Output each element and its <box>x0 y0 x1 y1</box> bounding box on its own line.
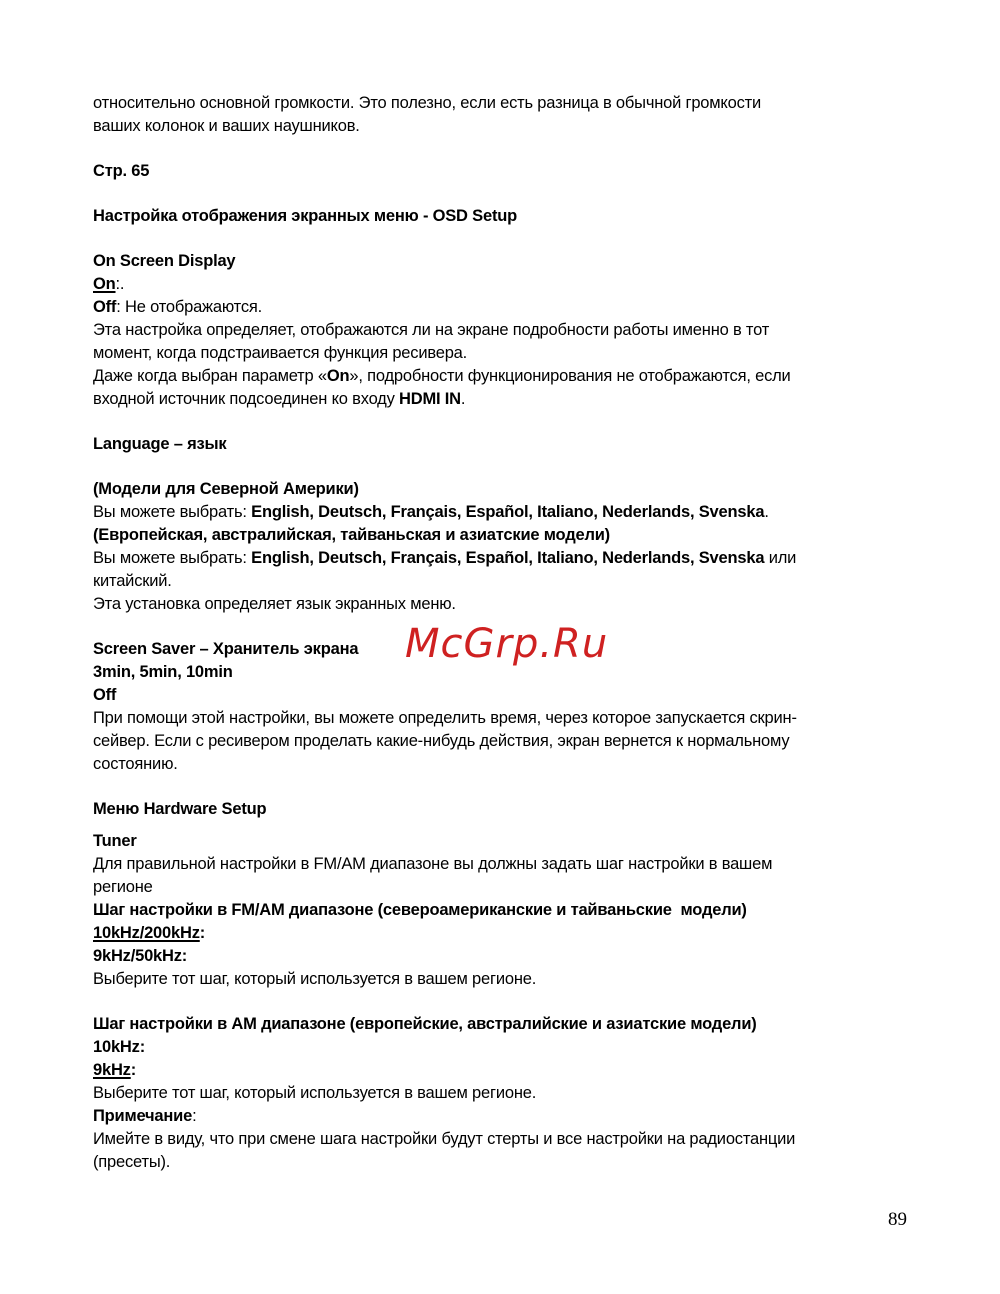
text-run: или <box>764 549 797 567</box>
screen-saver-section <box>93 621 907 776</box>
page-ref-heading <box>93 160 907 183</box>
text-line <box>93 160 907 183</box>
text-line <box>93 968 907 991</box>
text-line <box>93 433 907 456</box>
text-line <box>93 547 907 570</box>
text-line <box>93 684 907 707</box>
text-run: : <box>199 924 206 942</box>
page-footer <box>93 1208 907 1231</box>
text-run: (Модели для Северной Америки) <box>93 480 359 498</box>
text-line <box>93 830 907 853</box>
text-line <box>93 388 907 411</box>
text-line <box>93 115 907 138</box>
osd-setup-heading <box>93 205 907 228</box>
text-line <box>93 92 907 115</box>
text-line <box>93 1036 907 1059</box>
text-line <box>93 753 907 776</box>
language-section <box>93 478 907 616</box>
hardware-setup-heading <box>93 798 907 821</box>
text-run: On <box>93 275 116 293</box>
text-run: Даже когда выбран параметр « <box>93 367 327 385</box>
text-run: 9kHz/50kHz: <box>93 947 188 965</box>
text-run: Стр. 65 <box>93 162 150 180</box>
text-run: Language – язык <box>93 435 227 453</box>
intro-paragraph <box>93 92 907 138</box>
text-line <box>93 1059 907 1082</box>
text-line <box>93 342 907 365</box>
text-run: Имейте в виду, что при смене шага настройки будут стерты и все настройки на радиостанции <box>93 1130 796 1148</box>
text-line <box>93 621 907 667</box>
text-run: Шаг настройки в АМ диапазоне (европейские, австралийские и азиатские модели) <box>93 1015 757 1033</box>
text-run: входной источник подсоединен ко входу <box>93 390 400 408</box>
text-run: Off <box>93 298 117 316</box>
text-run: Выберите тот шаг, который используется в вашем регионе. <box>93 1084 537 1102</box>
text-run: момент, когда подстраивается функция ресивера. <box>93 344 468 362</box>
text-run: Off <box>93 686 117 704</box>
am-tuning-section <box>93 1013 907 1174</box>
text-run: состоянию. <box>93 755 178 773</box>
text-line <box>93 319 907 342</box>
document-body <box>93 92 907 1174</box>
page-number: 89 <box>888 1209 907 1230</box>
text-run: Вы можете выбрать: <box>93 503 252 521</box>
text-line <box>93 501 907 524</box>
text-run: . <box>764 503 769 521</box>
on-screen-display-section <box>93 250 907 411</box>
tuner-section <box>93 830 907 991</box>
text-run: регионе <box>93 878 153 896</box>
text-line <box>93 1151 907 1174</box>
text-run: Настройка отображения экранных меню - OSD Setup <box>93 207 517 225</box>
text-line <box>93 853 907 876</box>
text-run: Screen Saver – Хранитель экрана <box>93 640 359 658</box>
text-line <box>93 524 907 547</box>
text-run: При помощи этой настройки, вы можете определить время, через которое запускается скрин- <box>93 709 797 727</box>
text-run: Меню Hardware Setup <box>93 800 267 818</box>
text-line <box>93 593 907 616</box>
text-run: Эта настройка определяет, отображаются ли на экране подробности работы именно в тот <box>93 321 770 339</box>
text-run: English, Deutsch, Français, Español, Italiano, Nederlands, Svenska <box>251 549 765 567</box>
text-run: On <box>326 367 350 385</box>
text-line <box>93 205 907 228</box>
text-run: Выберите тот шаг, который используется в вашем регионе. <box>93 970 537 988</box>
text-run: English, Deutsch, Français, Español, Italiano, Nederlands, Svenska <box>251 503 765 521</box>
text-run: Эта установка определяет язык экранных меню. <box>93 595 456 613</box>
text-line <box>93 1013 907 1036</box>
text-run: 10kHz: <box>93 1038 145 1056</box>
text-run: китайский. <box>93 572 172 590</box>
text-line <box>93 273 907 296</box>
text-run: : <box>130 1061 137 1079</box>
text-run: 10kHz/200kHz <box>93 924 200 942</box>
text-run: сейвер. Если с ресивером проделать какие-нибудь действия, экран вернется к нормальному <box>93 732 790 750</box>
text-run: Шаг настройки в FM/AM диапазоне (североамериканские и тайваньские модели) <box>93 901 747 919</box>
text-run: (Европейская, австралийская, тайваньская и азиатские модели) <box>93 526 610 544</box>
text-run: Tuner <box>93 832 137 850</box>
text-run: », подробности функционирования не отображаются, если <box>349 367 791 385</box>
text-line <box>93 478 907 501</box>
text-line <box>93 296 907 319</box>
text-run: ваших колонок и ваших наушников. <box>93 117 360 135</box>
text-run: Для правильной настройки в FM/AM диапазоне вы должны задать шаг настройки в вашем <box>93 855 773 873</box>
text-run: HDMI IN <box>399 390 461 408</box>
text-line <box>93 661 907 684</box>
text-run: 9kHz <box>93 1061 131 1079</box>
text-line <box>93 922 907 945</box>
text-line <box>93 798 907 821</box>
text-run: : Не отображаются. <box>116 298 263 316</box>
text-line <box>93 570 907 593</box>
text-run: Вы можете выбрать: <box>93 549 252 567</box>
text-line <box>93 1082 907 1105</box>
text-run: Примечание <box>93 1107 193 1125</box>
text-run: On Screen Display <box>93 252 236 270</box>
language-heading <box>93 433 907 456</box>
text-line <box>93 1128 907 1151</box>
text-line <box>93 899 907 922</box>
text-run: относительно основной громкости. Это полезно, если есть разница в обычной громкости <box>93 94 762 112</box>
text-line <box>93 707 907 730</box>
text-run: (пресеты). <box>93 1153 171 1171</box>
text-line <box>93 365 907 388</box>
text-line <box>93 730 907 753</box>
text-run: :. <box>115 275 125 293</box>
text-run: 3min, 5min, 10min <box>93 663 233 681</box>
text-line <box>93 250 907 273</box>
text-line <box>93 945 907 968</box>
text-run: . <box>460 390 466 408</box>
text-line <box>93 1105 907 1128</box>
text-run: : <box>192 1107 197 1125</box>
mcgrp-watermark: McGrp.Ru <box>405 621 609 667</box>
text-line <box>93 876 907 899</box>
